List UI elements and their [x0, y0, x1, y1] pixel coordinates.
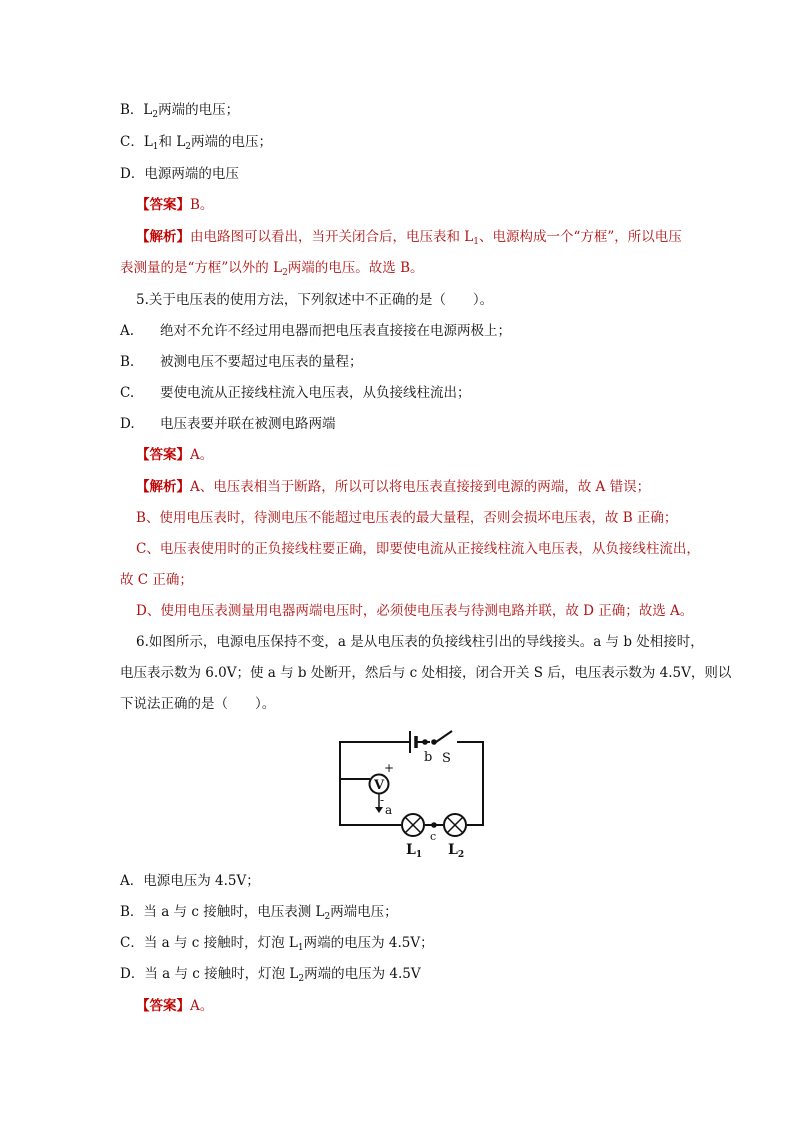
q5-analysis-line2: B、使用电压表时，待测电压不能超过电压表的最大量程，否则会损坏电压表，故 B 正确；	[136, 510, 678, 526]
circuit-diagram	[330, 722, 500, 857]
q6-question-line2: 电压表示数为 6.0V；使 a 与 b 处断开，然后与 c 处相接，闭合开关 S 后，电压表示数为 4.5V，则以	[120, 665, 732, 681]
label-plus: +	[384, 761, 395, 775]
q5-question: 5.关于电压表的使用方法，下列叙述中不正确的是（ ）。	[136, 292, 494, 308]
q6-question-line3: 下说法正确的是（ ）。	[120, 696, 276, 712]
label-s: S	[442, 751, 451, 766]
label-l1: $L_1$	[406, 842, 423, 857]
label-v: V	[374, 778, 385, 793]
q4-analysis-line1: 【解析】由电路图可以看出，当开关闭合后，电压表和 $L_1$、电源构成一个“方框”，所以电压	[136, 229, 682, 247]
q6-option-b: B．当 a 与 c 接触时，电压表测 $L_2$两端电压；	[120, 904, 398, 922]
junction-b	[422, 739, 428, 745]
q5-analysis-line5: D、使用电压表测量用电器两端电压时，必须使电压表与待测电路并联，故 D 正确；故选 A。	[136, 603, 694, 619]
q4-analysis-line2: 表测量的是“方框”以外的 $L_2$两端的电压。故选 B。	[120, 260, 424, 278]
label-a: a	[385, 803, 393, 817]
label-b: b	[424, 750, 433, 765]
q6-answer: 【答案】A。	[136, 998, 214, 1014]
label-l2: $L_2$	[448, 842, 465, 857]
q5-option-b: B. 被测电压不要超过电压表的量程；	[120, 354, 363, 370]
q4-option-d: D．电源两端的电压	[120, 166, 239, 182]
q5-analysis-line3: C、电压表使用时的正负接线柱要正确，即要使电流从正接线柱流入电压表，从负接线柱流出，	[136, 541, 700, 557]
lead-a-arrow	[375, 807, 383, 813]
q4-option-b: B．$L_2$两端的电压；	[120, 102, 240, 120]
q6-option-c: C．当 a 与 c 接触时，灯泡 $L_1$两端的电压为 4.5V；	[120, 935, 434, 953]
wire-right	[457, 742, 483, 825]
q4-answer: 【答案】B。	[136, 197, 214, 213]
switch-pivot	[431, 739, 437, 745]
q5-option-c: C. 要使电流从正接线柱流入电压表，从负接线柱流出；	[120, 385, 471, 401]
q5-option-d: D. 电压表要并联在被测电路两端	[120, 416, 336, 432]
q5-answer: 【答案】A。	[136, 447, 214, 463]
q6-question-line1: 6.如图所示，电源电压保持不变，a 是从电压表的负接线柱引出的导线接头。a 与 b 处相接时，	[136, 634, 704, 650]
switch-lever	[436, 731, 452, 742]
label-c: c	[430, 830, 437, 843]
label-minus: -	[380, 793, 385, 807]
junction-c	[431, 822, 437, 828]
q5-option-a: A. 绝对不允许不经过用电器而把电压表直接接在电源两极上；	[120, 323, 511, 339]
q5-analysis-line1: 【解析】A、电压表相当于断路，所以可以将电压表直接接到电源的两端，故 A 错误；	[136, 479, 651, 495]
q6-option-a: A．电源电压为 4.5V；	[120, 873, 260, 889]
q4-option-c: C．$L_1$和 $L_2$两端的电压；	[120, 134, 273, 152]
q5-analysis-line4: 故 C 正确；	[120, 572, 193, 588]
q6-option-d: D．当 a 与 c 接触时，灯泡 $L_2$两端的电压为 4.5V	[120, 966, 421, 984]
